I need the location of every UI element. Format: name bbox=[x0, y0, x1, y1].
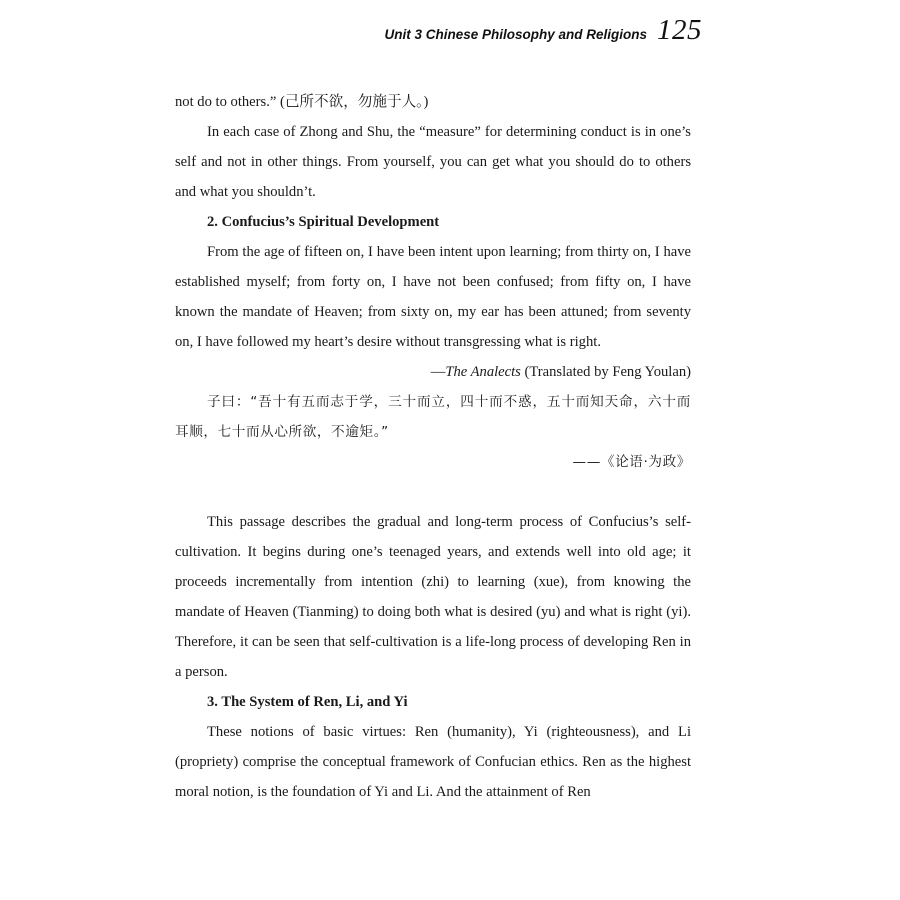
section-heading-spiritual-development: 2. Confucius’s Spiritual Development bbox=[207, 214, 440, 230]
quote-analects-chinese: 子曰：“吾十有五而志于学，三十而立，四十而不惑，五十而知天命，六十而耳顺，七十而从心所欲，不逾矩。” bbox=[175, 394, 691, 440]
page-header bbox=[384, 14, 702, 47]
section-gap bbox=[175, 477, 691, 507]
paragraph-zhong-shu: In each case of Zhong and Shu, the “measure” for determining conduct is in one’s self and not in other things. From yourself, you can get what you should do to others and what you shouldn’t. bbox=[175, 124, 691, 200]
quote-analects-english: From the age of fifteen on, I have been intent upon learning; from thirty on, I have established myself; from forty on, I have not been confused; from fifty on, I have known the mandate of Heaven; from sixty on, my ear has been attuned; from seventy on, I have followed my heart’s desire without transgressing what is right. bbox=[175, 244, 691, 350]
paragraph-continuation: not do to others.” (己所不欲，勿施于人。) bbox=[175, 94, 429, 110]
paragraph-basic-virtues: These notions of basic virtues: Ren (humanity), Yi (righteousness), and Li (propriety) comprise the conceptual framework of Confucian ethics. Ren as the highest moral notion, is the foundation of Yi and Li. And the attainment of Ren bbox=[175, 724, 691, 800]
attribution-translator: (Translated by Feng Youlan) bbox=[520, 364, 691, 380]
quote-attribution-english bbox=[175, 357, 691, 387]
attribution-book-title: The Analects bbox=[445, 364, 521, 380]
section-heading-ren-li-yi: 3. The System of Ren, Li, and Yi bbox=[207, 694, 408, 710]
attribution-dash: — bbox=[430, 364, 446, 380]
quote-attribution-chinese: ——《论语·为政》 bbox=[572, 454, 691, 470]
running-head: Unit 3 Chinese Philosophy and Religions bbox=[384, 27, 647, 42]
page-number: 125 bbox=[657, 14, 702, 46]
paragraph-self-cultivation: This passage describes the gradual and long-term process of Confucius’s self-cultivation. It begins during one’s teenaged years, and extends well into old age; it proceeds incrementally from intention (zhi) to learning (xue), from knowing the mandate of Heaven (Tianming) to doing both what is desired (yu) and what is right (yi). Therefore, it can be seen that self-cultivation is a life-long process of developing Ren in a person. bbox=[175, 514, 691, 680]
page-body bbox=[175, 87, 691, 807]
